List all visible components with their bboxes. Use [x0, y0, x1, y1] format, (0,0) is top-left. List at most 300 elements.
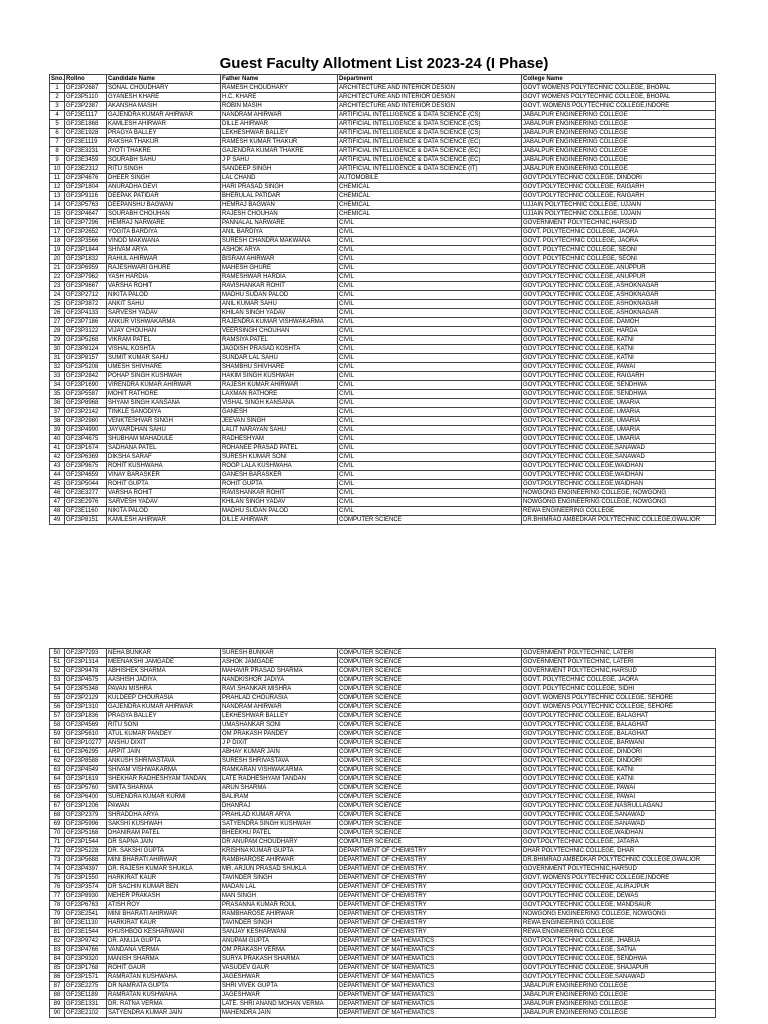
- cell-sno: 49: [50, 516, 65, 525]
- cell-sno: 12: [50, 183, 65, 192]
- cell-college-name: DHAR POLYTECHNIC COLLEGE, DHAR: [522, 847, 716, 856]
- cell-rollno: GF23P5168: [65, 829, 107, 838]
- table-row: [50, 874, 716, 883]
- table-row: [50, 354, 716, 363]
- cell-college-name: GOVT.POLYTECHNIC COLLEGE, DEWAS: [522, 892, 716, 901]
- table-row: [50, 667, 716, 676]
- cell-college-name: GOVT. POLYTECHNIC COLLEGE, JAORA: [522, 676, 716, 685]
- cell-college-name: GOVT. POLYTECHNIC COLLEGE, SEONI: [522, 255, 716, 264]
- cell-candidate-name: SHIVAM VISHWAKARMA: [107, 766, 221, 775]
- cell-sno: 82: [50, 937, 65, 946]
- table-row: [50, 856, 716, 865]
- table-row: [50, 165, 716, 174]
- table-row: [50, 336, 716, 345]
- cell-department: COMPUTER SCIENCE: [338, 676, 522, 685]
- cell-sno: 56: [50, 703, 65, 712]
- cell-department: COMPUTER SCIENCE: [338, 739, 522, 748]
- cell-candidate-name: VARSHA ROHIT: [107, 489, 221, 498]
- cell-department: COMPUTER SCIENCE: [338, 649, 522, 658]
- cell-college-name: GOVERNMENT POLYTECHNIC, LATERI: [522, 658, 716, 667]
- cell-candidate-name: SURENDRA KUMAR KURMI: [107, 793, 221, 802]
- cell-rollno: GF23E3231: [65, 147, 107, 156]
- cell-rollno: GF23P6400: [65, 793, 107, 802]
- table-row: [50, 676, 716, 685]
- cell-college-name: GOVT.POLYTECHNIC COLLEGE, RAIGARH: [522, 192, 716, 201]
- table-row: [50, 820, 716, 829]
- cell-sno: 67: [50, 802, 65, 811]
- cell-sno: 39: [50, 426, 65, 435]
- cell-rollno: GF23P5763: [65, 201, 107, 210]
- cell-sno: 5: [50, 120, 65, 129]
- cell-department: COMPUTER SCIENCE: [338, 802, 522, 811]
- cell-sno: 22: [50, 273, 65, 282]
- cell-department: CIVIL: [338, 390, 522, 399]
- cell-sno: 79: [50, 910, 65, 919]
- table-row: [50, 1009, 716, 1018]
- cell-father-name: SURESH SHRIVASTAVA: [221, 757, 338, 766]
- cell-department: ARTIFICIAL INTELLIGENCE & DATA SCIENCE (CS): [338, 120, 522, 129]
- cell-rollno: GF23P5996: [65, 820, 107, 829]
- cell-department: CHEMICAL: [338, 192, 522, 201]
- cell-father-name: ANIL BARDIYA: [221, 228, 338, 237]
- cell-candidate-name: GAJENDRA KUMAR AHIRWAR: [107, 111, 221, 120]
- cell-father-name: VASUDEV GAUR: [221, 964, 338, 973]
- cell-department: CIVIL: [338, 381, 522, 390]
- cell-rollno: GF23P2980: [65, 417, 107, 426]
- table-row: [50, 435, 716, 444]
- table-row: [50, 694, 716, 703]
- cell-father-name: HEMRAJ BAGWAN: [221, 201, 338, 210]
- cell-rollno: GF23P5228: [65, 847, 107, 856]
- table-row: [50, 408, 716, 417]
- cell-candidate-name: ROHIT KUSHWAHA: [107, 462, 221, 471]
- cell-rollno: GF23P2129: [65, 694, 107, 703]
- cell-sno: 66: [50, 793, 65, 802]
- cell-college-name: REWA ENGINEERING COLLEGE: [522, 928, 716, 937]
- cell-college-name: JABALPUR ENGINEERING COLLEGE: [522, 111, 716, 120]
- cell-father-name: MAN SINGH: [221, 892, 338, 901]
- cell-candidate-name: AKANSHA MASIH: [107, 102, 221, 111]
- cell-department: CIVIL: [338, 498, 522, 507]
- cell-college-name: GOVERNMENT POLYTECHNIC, LATERI: [522, 649, 716, 658]
- cell-department: COMPUTER SCIENCE: [338, 820, 522, 829]
- table-row: [50, 291, 716, 300]
- table-row: [50, 201, 716, 210]
- cell-college-name: GOVT.POLYTECHNIC COLLEGE, ASHOKNAGAR: [522, 300, 716, 309]
- cell-rollno: GF23P1550: [65, 874, 107, 883]
- cell-sno: 7: [50, 138, 65, 147]
- cell-rollno: GF23P5688: [65, 856, 107, 865]
- cell-rollno: GF23P1571: [65, 973, 107, 982]
- cell-rollno: GF23E1130: [65, 919, 107, 928]
- cell-department: ARCHITECTURE AND INTERIOR DESIGN: [338, 84, 522, 93]
- cell-college-name: JABALPUR ENGINEERING COLLEGE: [522, 1000, 716, 1009]
- cell-sno: 15: [50, 210, 65, 219]
- cell-department: CHEMICAL: [338, 210, 522, 219]
- table-row: [50, 730, 716, 739]
- cell-rollno: GF23P1804: [65, 183, 107, 192]
- cell-father-name: SANDEEP SINGH: [221, 165, 338, 174]
- cell-college-name: GOVT.POLYTECHNIC COLLEGE, KATNI: [522, 354, 716, 363]
- cell-sno: 14: [50, 201, 65, 210]
- table-row: [50, 649, 716, 658]
- table-row: [50, 838, 716, 847]
- table-row: [50, 901, 716, 910]
- cell-department: COMPUTER SCIENCE: [338, 829, 522, 838]
- cell-father-name: MAHAVIR PRASAD SHARMA: [221, 667, 338, 676]
- cell-department: DEPARTMENT OF CHEMISTRY: [338, 919, 522, 928]
- cell-college-name: GOVT. POLYTECHNIC COLLEGE, SIDHI: [522, 685, 716, 694]
- table-row: [50, 865, 716, 874]
- cell-father-name: BHEEKHU PATEL: [221, 829, 338, 838]
- cell-sno: 81: [50, 928, 65, 937]
- cell-sno: 13: [50, 192, 65, 201]
- cell-candidate-name: POHAP SINGH KUSHWAH: [107, 372, 221, 381]
- table-row: [50, 453, 716, 462]
- cell-father-name: LEKHESHWAR BALLEY: [221, 712, 338, 721]
- cell-sno: 62: [50, 757, 65, 766]
- cell-father-name: SURESH KUMAR SONI: [221, 453, 338, 462]
- cell-college-name: UJJAIN POLYTECHNIC COLLEGE, UJJAIN: [522, 201, 716, 210]
- cell-rollno: GF23P6763: [65, 901, 107, 910]
- cell-rollno: GF23E1868: [65, 120, 107, 129]
- cell-department: COMPUTER SCIENCE: [338, 712, 522, 721]
- cell-rollno: GF23P8124: [65, 345, 107, 354]
- cell-father-name: RAJESH CHOUHAN: [221, 210, 338, 219]
- cell-father-name: RAMESH CHOUDHARY: [221, 84, 338, 93]
- cell-rollno: GF23P4675: [65, 435, 107, 444]
- cell-candidate-name: PRAGYA BALLEY: [107, 712, 221, 721]
- cell-father-name: NANDRAM AHIRWAR: [221, 111, 338, 120]
- cell-department: CIVIL: [338, 444, 522, 453]
- cell-rollno: GF23P1206: [65, 802, 107, 811]
- cell-rollno: GF23P9116: [65, 192, 107, 201]
- cell-department: CIVIL: [338, 345, 522, 354]
- cell-candidate-name: UMESH SHIVHARE: [107, 363, 221, 372]
- cell-department: DEPARTMENT OF MATHEMATICS: [338, 937, 522, 946]
- cell-college-name: GOVT.POLYTECHNIC COLLEGE, BALAGHAT: [522, 730, 716, 739]
- cell-candidate-name: ARPIT JAIN: [107, 748, 221, 757]
- cell-college-name: GOVT.POLYTECHNIC COLLEGE, BARWANI: [522, 739, 716, 748]
- cell-rollno: GF23P1836: [65, 712, 107, 721]
- cell-department: CIVIL: [338, 246, 522, 255]
- cell-candidate-name: VENKTESHVAR SINGH: [107, 417, 221, 426]
- cell-department: CIVIL: [338, 309, 522, 318]
- cell-candidate-name: VANDANA VERMA: [107, 946, 221, 955]
- table-row: [50, 327, 716, 336]
- cell-rollno: GF23E1117: [65, 111, 107, 120]
- cell-candidate-name: RAJESHWARI GHURE: [107, 264, 221, 273]
- cell-department: DEPARTMENT OF MATHEMATICS: [338, 955, 522, 964]
- cell-candidate-name: DR. RAJESH KUMAR SHUKLA: [107, 865, 221, 874]
- cell-candidate-name: SAKSHI KUSHWAH: [107, 820, 221, 829]
- cell-sno: 3: [50, 102, 65, 111]
- cell-candidate-name: KAMLESH AHIRWAR: [107, 120, 221, 129]
- cell-rollno: GF23P5110: [65, 93, 107, 102]
- cell-candidate-name: SHEKHAR RADHESHYAM TANDAN: [107, 775, 221, 784]
- cell-college-name: JABALPUR ENGINEERING COLLEGE: [522, 120, 716, 129]
- cell-college-name: GOVT.POLYTECHNIC COLLEGE, SENDHWA: [522, 955, 716, 964]
- cell-candidate-name: NIKITA PALOD: [107, 507, 221, 516]
- cell-sno: 87: [50, 982, 65, 991]
- cell-department: COMPUTER SCIENCE: [338, 766, 522, 775]
- table-row: [50, 93, 716, 102]
- cell-college-name: GOVT.POLYTECHNIC COLLEGE, SENDHWA: [522, 381, 716, 390]
- cell-rollno: GF23P4575: [65, 676, 107, 685]
- cell-candidate-name: MINI BHARATI AHIRWAR: [107, 856, 221, 865]
- cell-rollno: GF23P8968: [65, 399, 107, 408]
- cell-rollno: GF23P1310: [65, 703, 107, 712]
- cell-father-name: OM PRAKASH PANDEY: [221, 730, 338, 739]
- cell-college-name: REWA ENGINEERING COLLEGE: [522, 919, 716, 928]
- cell-college-name: GOVERNMENT POLYTECHNIC,HARSUD: [522, 667, 716, 676]
- cell-department: ARTIFICIAL INTELLIGENCE & DATA SCIENCE (EC): [338, 156, 522, 165]
- cell-college-name: GOVT. WOMENS POLYTECHNIC COLLEGE, SEHORE: [522, 694, 716, 703]
- table-row: [50, 471, 716, 480]
- cell-father-name: NANDRAM AHIRWAR: [221, 703, 338, 712]
- cell-father-name: DILLE AHIRWAR: [221, 516, 338, 525]
- cell-sno: 53: [50, 676, 65, 685]
- cell-candidate-name: PRAGYA BALLEY: [107, 129, 221, 138]
- table-row: [50, 444, 716, 453]
- cell-sno: 47: [50, 498, 65, 507]
- cell-sno: 80: [50, 919, 65, 928]
- cell-college-name: GOVT. POLYTECHNIC COLLEGE, SEONI: [522, 246, 716, 255]
- cell-candidate-name: MOHIT RATHORE: [107, 390, 221, 399]
- cell-department: ARCHITECTURE AND INTERIOR DESIGN: [338, 93, 522, 102]
- cell-rollno: GF23P4397: [65, 865, 107, 874]
- cell-sno: 41: [50, 444, 65, 453]
- cell-college-name: GOVT.POLYTECHNIC COLLEGE, ASHOKNAGAR: [522, 291, 716, 300]
- cell-department: CIVIL: [338, 399, 522, 408]
- cell-candidate-name: SHIVAM ARYA: [107, 246, 221, 255]
- cell-father-name: RAVISHANKAR ROHIT: [221, 489, 338, 498]
- table-row: [50, 309, 716, 318]
- cell-college-name: GOVT.POLYTECHNIC COLLEGE, KATNI: [522, 345, 716, 354]
- cell-father-name: SURYA PRAKASH SHARMA: [221, 955, 338, 964]
- cell-sno: 11: [50, 174, 65, 183]
- cell-candidate-name: ATISH ROY: [107, 901, 221, 910]
- cell-candidate-name: NEHA BUNKAR: [107, 649, 221, 658]
- cell-father-name: MADHU SUDAN PALOD: [221, 507, 338, 516]
- cell-department: COMPUTER SCIENCE: [338, 667, 522, 676]
- cell-candidate-name: SHYAM SINGH KANSANA: [107, 399, 221, 408]
- cell-rollno: GF23P7296: [65, 219, 107, 228]
- cell-candidate-name: HARKIRAT KAUR: [107, 919, 221, 928]
- table-row: [50, 192, 716, 201]
- cell-candidate-name: SADHANA PATEL: [107, 444, 221, 453]
- cell-department: CIVIL: [338, 237, 522, 246]
- cell-sno: 71: [50, 838, 65, 847]
- cell-father-name: GANESH: [221, 408, 338, 417]
- cell-rollno: GF23E1189: [65, 991, 107, 1000]
- cell-rollno: GF23P5268: [65, 336, 107, 345]
- cell-candidate-name: PAVAN MISHRA: [107, 685, 221, 694]
- table-row: [50, 390, 716, 399]
- table-row: [50, 784, 716, 793]
- cell-department: COMPUTER SCIENCE: [338, 694, 522, 703]
- cell-candidate-name: KHUSHBOO KESHARWANI: [107, 928, 221, 937]
- cell-candidate-name: ABHISHEK SHARMA: [107, 667, 221, 676]
- table-row: [50, 174, 716, 183]
- cell-rollno: GF23E2976: [65, 498, 107, 507]
- cell-candidate-name: DEEPAK PATIDAR: [107, 192, 221, 201]
- table-row: [50, 228, 716, 237]
- cell-sno: 75: [50, 874, 65, 883]
- table-row: [50, 775, 716, 784]
- table-row: [50, 255, 716, 264]
- cell-candidate-name: KULDEEP CHOURASIA: [107, 694, 221, 703]
- cell-candidate-name: SMITA SHARMA: [107, 784, 221, 793]
- cell-rollno: GF23P1674: [65, 444, 107, 453]
- cell-candidate-name: SARVESH YADAV: [107, 498, 221, 507]
- cell-father-name: MAHESH GHURE: [221, 264, 338, 273]
- cell-rollno: GF23P9320: [65, 955, 107, 964]
- cell-sno: 72: [50, 847, 65, 856]
- cell-sno: 19: [50, 246, 65, 255]
- cell-department: DEPARTMENT OF MATHEMATICS: [338, 991, 522, 1000]
- cell-college-name: GOVT.POLYTECHNIC COLLEGE, KATNI: [522, 336, 716, 345]
- cell-father-name: BISRAM AHIRWAR: [221, 255, 338, 264]
- cell-sno: 27: [50, 318, 65, 327]
- cell-sno: 57: [50, 712, 65, 721]
- cell-college-name: GOVT.POLYTECHNIC COLLEGE, BALAGHAT: [522, 712, 716, 721]
- cell-department: DEPARTMENT OF CHEMISTRY: [338, 874, 522, 883]
- table-row: [50, 345, 716, 354]
- cell-sno: 44: [50, 471, 65, 480]
- cell-rollno: GF23P1768: [65, 964, 107, 973]
- cell-rollno: GF23E2541: [65, 910, 107, 919]
- cell-sno: 48: [50, 507, 65, 516]
- cell-college-name: GOVT.POLYTECHNIC COLLEGE, SHAJAPUR: [522, 964, 716, 973]
- table-row: [50, 892, 716, 901]
- cell-department: DEPARTMENT OF MATHEMATICS: [338, 982, 522, 991]
- cell-father-name: DR ANUPAM CHOUDHARY: [221, 838, 338, 847]
- cell-father-name: SATYENDRA SINGH KUSHWAH: [221, 820, 338, 829]
- cell-candidate-name: MEENAKSHI JAMGADE: [107, 658, 221, 667]
- cell-rollno: GF23P9667: [65, 282, 107, 291]
- cell-father-name: H.C. KHARE: [221, 93, 338, 102]
- cell-department: CIVIL: [338, 327, 522, 336]
- cell-father-name: TAVINDER SINGH: [221, 919, 338, 928]
- cell-sno: 6: [50, 129, 65, 138]
- cell-department: COMPUTER SCIENCE: [338, 730, 522, 739]
- cell-rollno: GF23P8930: [65, 892, 107, 901]
- cell-father-name: RAMBHAROSE AHIRWAR: [221, 856, 338, 865]
- cell-father-name: RADHESHYAM: [221, 435, 338, 444]
- cell-college-name: GOVT. POLYTECHNIC COLLEGE, JAORA: [522, 237, 716, 246]
- cell-father-name: OM PRAKASH VERMA: [221, 946, 338, 955]
- cell-candidate-name: HEMRAJ NARWARE: [107, 219, 221, 228]
- cell-college-name: GOVT.POLYTECHNIC COLLEGE, SATNA: [522, 946, 716, 955]
- cell-sno: 28: [50, 327, 65, 336]
- cell-father-name: RAMKARAN VISHWAKARMA: [221, 766, 338, 775]
- table-row: [50, 946, 716, 955]
- cell-rollno: GF23P4647: [65, 210, 107, 219]
- table-row: [50, 955, 716, 964]
- table-row: [50, 426, 716, 435]
- cell-sno: 31: [50, 354, 65, 363]
- cell-college-name: GOVT.POLYTECHNIC COLLEGE,WAIDHAN: [522, 471, 716, 480]
- cell-college-name: GOVT.POLYTECHNIC COLLEGE, DINDORI: [522, 748, 716, 757]
- cell-father-name: LAL CHAND: [221, 174, 338, 183]
- cell-college-name: JABALPUR ENGINEERING COLLEGE: [522, 147, 716, 156]
- cell-college-name: GOVT.POLYTECHNIC COLLEGE, PAWAI: [522, 793, 716, 802]
- cell-department: CHEMICAL: [338, 183, 522, 192]
- cell-college-name: GOVT WOMENS POLYTECHNIC COLLEGE, BHOPAL: [522, 84, 716, 93]
- table-row: [50, 712, 716, 721]
- cell-rollno: GF23P7962: [65, 273, 107, 282]
- cell-father-name: JAGESHWAR: [221, 991, 338, 1000]
- cell-department: DEPARTMENT OF MATHEMATICS: [338, 1009, 522, 1018]
- cell-department: CIVIL: [338, 435, 522, 444]
- cell-department: COMPUTER SCIENCE: [338, 838, 522, 847]
- cell-department: ARTIFICIAL INTELLIGENCE & DATA SCIENCE (CS): [338, 111, 522, 120]
- table-row: [50, 372, 716, 381]
- cell-rollno: GF23P5587: [65, 390, 107, 399]
- cell-father-name: ABHAY KUMAR JAIN: [221, 748, 338, 757]
- cell-rollno: GF23P5348: [65, 685, 107, 694]
- table-row: [50, 811, 716, 820]
- header-college-name: College Name: [522, 75, 716, 84]
- cell-college-name: DR.BHIMRAO AMBEDKAR POLYTECHNIC COLLEGE,GWALIOR: [522, 516, 716, 525]
- cell-department: COMPUTER SCIENCE: [338, 721, 522, 730]
- cell-college-name: GOVT.POLYTECHNIC COLLEGE, BALAGHAT: [522, 721, 716, 730]
- cell-father-name: PANNALAL NARWARE: [221, 219, 338, 228]
- table-row: [50, 883, 716, 892]
- cell-sno: 1: [50, 84, 65, 93]
- cell-father-name: SUNDAR LAL SAHU: [221, 354, 338, 363]
- cell-sno: 76: [50, 883, 65, 892]
- cell-candidate-name: RAMRATAN KUSHWAHA: [107, 991, 221, 1000]
- cell-department: COMPUTER SCIENCE: [338, 811, 522, 820]
- cell-department: CIVIL: [338, 363, 522, 372]
- table-row: [50, 766, 716, 775]
- header-father-name: Father Name: [221, 75, 338, 84]
- cell-sno: 26: [50, 309, 65, 318]
- cell-department: DEPARTMENT OF CHEMISTRY: [338, 901, 522, 910]
- cell-department: CIVIL: [338, 426, 522, 435]
- cell-candidate-name: ANKIT SAHU: [107, 300, 221, 309]
- cell-college-name: GOVT WOMENS POLYTECHNIC COLLEGE, BHOPAL: [522, 93, 716, 102]
- table-row: [50, 120, 716, 129]
- cell-father-name: ASHOK ARYA: [221, 246, 338, 255]
- cell-department: CIVIL: [338, 300, 522, 309]
- cell-father-name: JEEVAN SINGH: [221, 417, 338, 426]
- cell-college-name: GOVT.POLYTECHNIC COLLEGE, UMARIA: [522, 399, 716, 408]
- table-row: [50, 937, 716, 946]
- cell-father-name: LAXMAN RATHORE: [221, 390, 338, 399]
- cell-college-name: GOVT.POLYTECHNIC COLLEGE, ALIRAJPUR: [522, 883, 716, 892]
- cell-candidate-name: DEEPANSHU BAGWAN: [107, 201, 221, 210]
- cell-sno: 33: [50, 372, 65, 381]
- table-row: [50, 282, 716, 291]
- table-row: [50, 498, 716, 507]
- cell-candidate-name: DR SAPNA JAIN: [107, 838, 221, 847]
- cell-sno: 68: [50, 811, 65, 820]
- table-row: [50, 919, 716, 928]
- cell-sno: 65: [50, 784, 65, 793]
- cell-candidate-name: ANURADHA DEVI: [107, 183, 221, 192]
- cell-candidate-name: DR. SAKSHI GUPTA: [107, 847, 221, 856]
- table-row: [50, 84, 716, 93]
- table-row: [50, 703, 716, 712]
- table-row: [50, 156, 716, 165]
- cell-rollno: GF23P4766: [65, 946, 107, 955]
- cell-father-name: KRISHNA KUMAR GUPTA: [221, 847, 338, 856]
- cell-college-name: GOVT.POLYTECHNIC COLLEGE, ANUPPUR: [522, 273, 716, 282]
- cell-sno: 18: [50, 237, 65, 246]
